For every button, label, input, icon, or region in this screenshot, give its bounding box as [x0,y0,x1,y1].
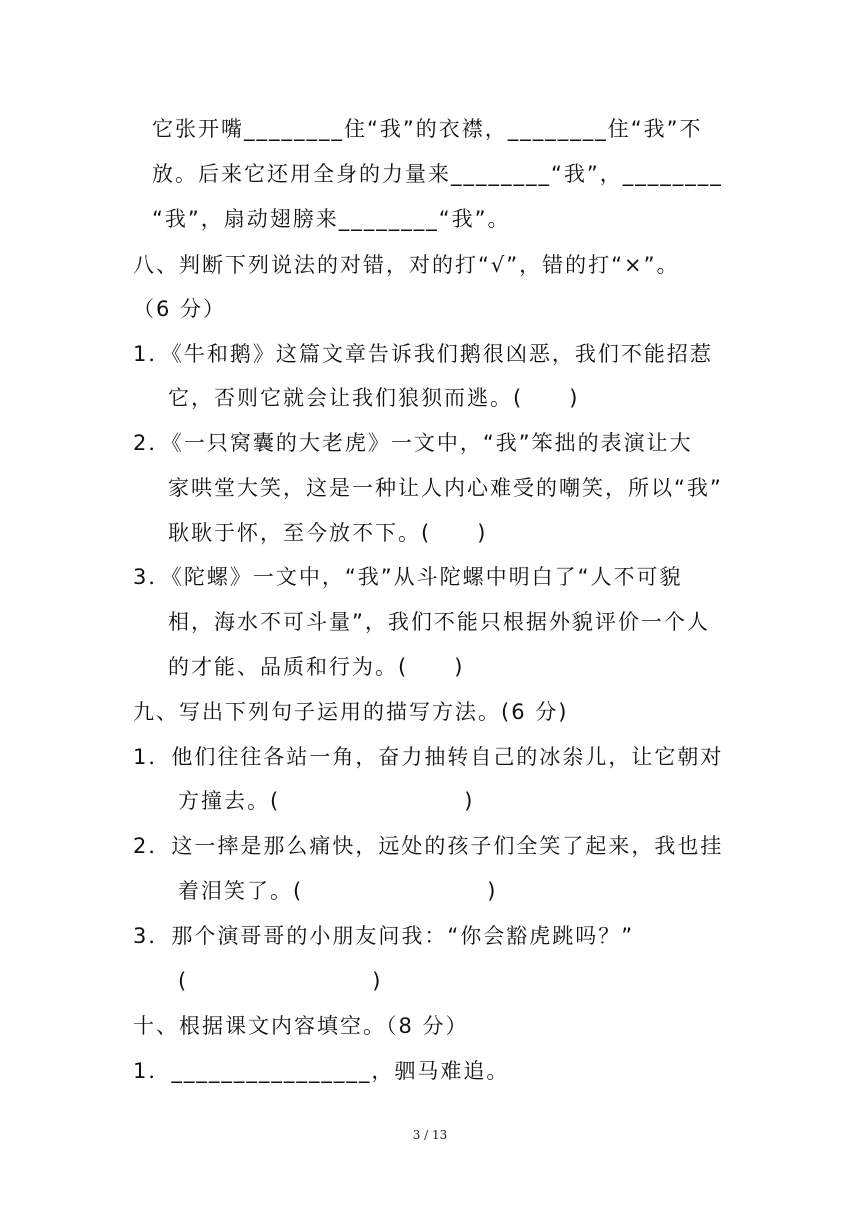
section8-item3-line3: 的才能、品质和行为。( ) [168,655,465,679]
section9-item2-line2: 着泪笑了。( ) [178,879,498,903]
section8-heading: 八、判断下列说法的对错，对的打“√”，错的打“×”。 [133,253,680,277]
section8-score: （6 分） [133,297,227,321]
section8-item2-line3: 耿耿于怀，至今放不下。( ) [168,521,488,545]
section8-item2-line2: 家哄堂大笑，这是一种让人内心难受的嘲笑，所以“我” [168,476,723,500]
section9-item2-line1: 2．这一摔是那么痛快，远处的孩子们全笑了起来，我也挂 [133,834,724,858]
section7-line-3: “我”，扇动翅膀来________“我”。 [152,207,511,231]
section9-heading: 九、写出下列句子运用的描写方法。(6 分) [133,700,569,724]
section8-item2-line1: 2．《一只窝囊的大老虎》一文中，“我”笨拙的表演让大 [133,431,693,455]
section9-item3-line1: 3．那个演哥哥的小朋友问我：“你会豁虎跳吗？” [133,924,635,948]
section8-item3-line2: 相，海水不可斗量”，我们不能只根据外貌评价一个人 [168,610,710,634]
section7-line-2: 放。后来它还用全身的力量来________“我”，________ [152,162,723,186]
section9-item3-line2: ( ) [178,969,383,993]
section10-heading: 十、根据课文内容填空。（8 分） [133,1014,469,1038]
section9-item1-line2: 方撞去。( ) [178,789,475,813]
section7-line-1: 它张开嘴________住“我”的衣襟，________住“我”不 [152,117,703,141]
section9-item1-line1: 1．他们往往各站一角，奋力抽转自己的冰尜儿，让它朝对 [133,745,724,769]
section10-item1: 1．________________，驷马难追。 [133,1059,510,1083]
page-number: 3 / 13 [412,1128,448,1142]
section8-item1-line1: 1．《牛和鹅》这篇文章告诉我们鹅很凶恶，我们不能招惹 [133,342,713,366]
section8-item1-line2: 它，否则它就会让我们狼狈而逃。( ) [168,386,580,410]
section8-item3-line1: 3．《陀螺》一文中，“我”从斗陀螺中明白了“人不可貌 [133,565,683,589]
